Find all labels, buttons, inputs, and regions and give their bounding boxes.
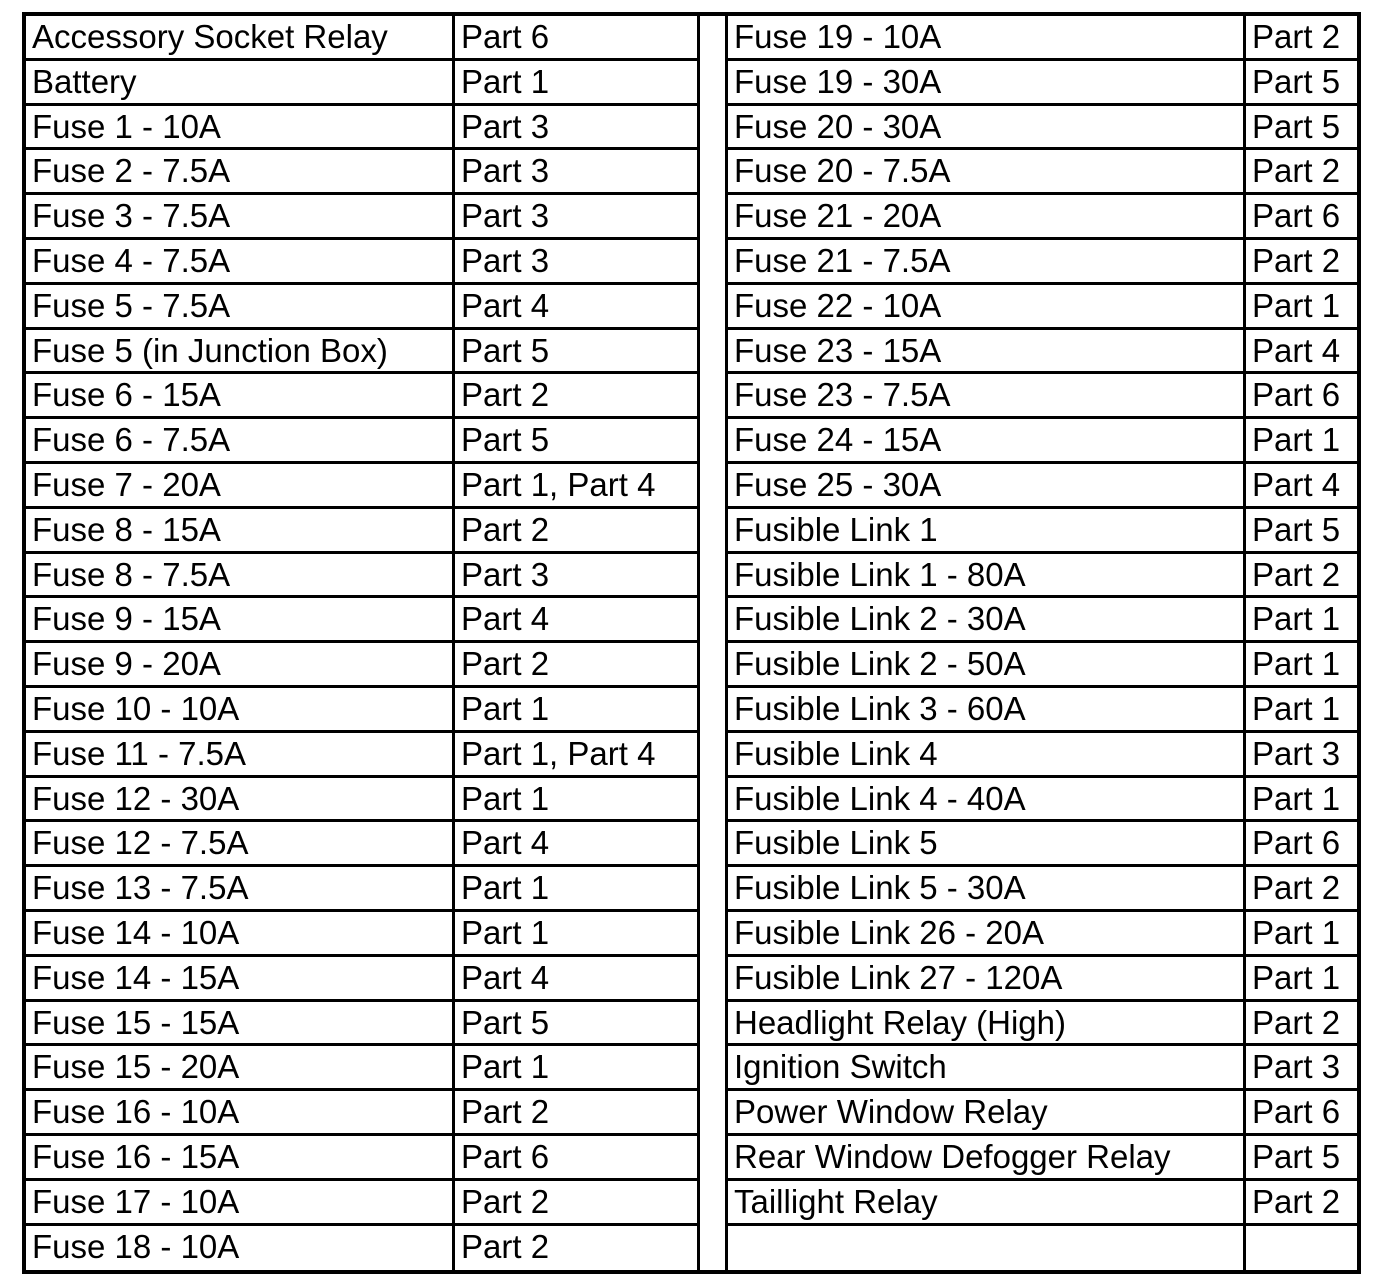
- part-reference-cell: Part 3: [461, 555, 550, 593]
- table-row: [26, 61, 697, 106]
- part-reference-cell: Part 5: [1252, 62, 1341, 100]
- part-reference-cell: Part 6: [1252, 1093, 1341, 1131]
- part-reference-cell: Part 5: [461, 331, 550, 369]
- table-row: [26, 1136, 697, 1181]
- component-name-cell: Fuse 15 - 15A: [26, 1002, 455, 1044]
- component-name-cell: Fuse 23 - 15A: [728, 330, 1246, 372]
- component-name-cell: Fusible Link 1 - 80A: [728, 554, 1246, 596]
- table-row: [26, 598, 697, 643]
- table-row: [26, 1002, 697, 1047]
- component-name-cell: Fuse 14 - 10A: [26, 912, 455, 954]
- table-row: [26, 464, 697, 509]
- part-reference-cell: [1246, 1226, 1357, 1270]
- part-reference-cell: Part 1, Part 4: [461, 734, 656, 772]
- table-row: [728, 778, 1357, 823]
- table-row: [728, 330, 1357, 375]
- table-row: [728, 598, 1357, 643]
- component-name-cell: Fuse 4 - 7.5A: [26, 240, 455, 282]
- table-row: [26, 16, 697, 61]
- component-name-cell: Fuse 6 - 7.5A: [26, 419, 455, 461]
- table-row: [728, 822, 1357, 867]
- component-name-cell: Fusible Link 4: [728, 733, 1246, 775]
- table-row: [728, 464, 1357, 509]
- component-name-cell: Fuse 21 - 7.5A: [728, 240, 1246, 282]
- table-row: [728, 509, 1357, 554]
- part-reference-cell: Part 2: [1252, 241, 1341, 279]
- part-reference-cell: Part 2: [461, 1093, 550, 1131]
- part-reference-cell: Part 1: [461, 869, 550, 907]
- left-column: [26, 16, 697, 1270]
- part-reference-cell: Part 1: [1252, 958, 1341, 996]
- table-row: [728, 16, 1357, 61]
- table-row: [728, 1002, 1357, 1047]
- component-name-cell: Fusible Link 1: [728, 509, 1246, 551]
- component-name-cell: Fuse 25 - 30A: [728, 464, 1246, 506]
- component-name-cell: Fuse 24 - 15A: [728, 419, 1246, 461]
- component-name-cell: Taillight Relay: [728, 1181, 1246, 1223]
- table-row: [26, 822, 697, 867]
- table-row: [728, 957, 1357, 1002]
- table-row: [26, 285, 697, 330]
- component-name-cell: Fuse 6 - 15A: [26, 374, 455, 416]
- table-row: [728, 688, 1357, 733]
- table-row: [728, 912, 1357, 957]
- table-row: [26, 330, 697, 375]
- table-row: [26, 419, 697, 464]
- component-name-cell: Fusible Link 4 - 40A: [728, 778, 1246, 820]
- component-name-cell: Fuse 18 - 10A: [26, 1226, 455, 1270]
- component-name-cell: Fuse 9 - 20A: [26, 643, 455, 685]
- part-reference-cell: Part 2: [461, 510, 550, 548]
- table-row: [728, 1181, 1357, 1226]
- table-row: [26, 374, 697, 419]
- component-name-cell: Fusible Link 5: [728, 822, 1246, 864]
- table-row: [728, 1226, 1357, 1270]
- table-row: [728, 419, 1357, 464]
- component-name-cell: Accessory Socket Relay: [26, 16, 455, 58]
- component-name-cell: Fusible Link 5 - 30A: [728, 867, 1246, 909]
- part-reference-cell: Part 4: [461, 824, 550, 862]
- table-row: [26, 912, 697, 957]
- component-name-cell: Fuse 20 - 30A: [728, 106, 1246, 148]
- part-reference-cell: Part 1: [461, 1048, 550, 1086]
- part-reference-cell: Part 2: [1252, 1003, 1341, 1041]
- part-reference-cell: Part 5: [461, 421, 550, 459]
- part-reference-cell: Part 1, Part 4: [461, 465, 656, 503]
- component-name-cell: Fuse 1 - 10A: [26, 106, 455, 148]
- part-reference-cell: Part 6: [461, 1137, 550, 1175]
- column-divider: [697, 16, 725, 1270]
- component-name-cell: Fuse 5 - 7.5A: [26, 285, 455, 327]
- part-reference-cell: Part 1: [1252, 286, 1341, 324]
- part-reference-cell: Part 3: [461, 197, 550, 235]
- component-name-cell: Fuse 21 - 20A: [728, 195, 1246, 237]
- part-reference-cell: Part 1: [461, 779, 550, 817]
- table-row: [728, 150, 1357, 195]
- table-row: [26, 195, 697, 240]
- component-name-cell: Fuse 14 - 15A: [26, 957, 455, 999]
- part-reference-cell: Part 1: [1252, 779, 1341, 817]
- table-row: [728, 285, 1357, 330]
- part-reference-cell: Part 3: [461, 152, 550, 190]
- component-name-cell: Rear Window Defogger Relay: [728, 1136, 1246, 1178]
- component-name-cell: Fuse 13 - 7.5A: [26, 867, 455, 909]
- part-reference-cell: Part 1: [1252, 421, 1341, 459]
- part-reference-cell: Part 4: [1252, 331, 1341, 369]
- part-reference-cell: Part 6: [1252, 824, 1341, 862]
- component-name-cell: Ignition Switch: [728, 1046, 1246, 1088]
- component-name-cell: Fuse 16 - 10A: [26, 1091, 455, 1133]
- table-row: [728, 1046, 1357, 1091]
- part-reference-cell: Part 1: [1252, 913, 1341, 951]
- part-reference-cell: Part 2: [461, 645, 550, 683]
- table-row: [728, 374, 1357, 419]
- component-name-cell: Fusible Link 3 - 60A: [728, 688, 1246, 730]
- table-row: [728, 867, 1357, 912]
- part-reference-cell: Part 6: [1252, 197, 1341, 235]
- table-row: [728, 554, 1357, 599]
- part-reference-cell: Part 1: [461, 689, 550, 727]
- part-reference-cell: Part 6: [1252, 376, 1341, 414]
- component-name-cell: Fuse 19 - 10A: [728, 16, 1246, 58]
- part-reference-cell: Part 2: [461, 376, 550, 414]
- table-row: [728, 195, 1357, 240]
- part-reference-cell: Part 3: [461, 107, 550, 145]
- part-reference-cell: Part 5: [1252, 1137, 1341, 1175]
- table-row: [26, 1226, 697, 1270]
- right-column: [725, 16, 1357, 1270]
- component-name-cell: Fuse 5 (in Junction Box): [26, 330, 455, 372]
- component-name-cell: Fusible Link 2 - 30A: [728, 598, 1246, 640]
- component-name-cell: Fuse 2 - 7.5A: [26, 150, 455, 192]
- table-row: [26, 1046, 697, 1091]
- table-row: [26, 1091, 697, 1136]
- table-row: [728, 1091, 1357, 1136]
- part-reference-cell: Part 3: [1252, 1048, 1341, 1086]
- component-name-cell: Fuse 7 - 20A: [26, 464, 455, 506]
- table-row: [26, 688, 697, 733]
- part-reference-cell: Part 2: [1252, 555, 1341, 593]
- part-reference-cell: Part 5: [1252, 107, 1341, 145]
- part-reference-cell: Part 1: [1252, 689, 1341, 727]
- table-row: [26, 509, 697, 554]
- part-reference-cell: Part 6: [461, 18, 550, 55]
- table-row: [728, 61, 1357, 106]
- part-reference-cell: Part 2: [461, 1182, 550, 1220]
- part-reference-cell: Part 4: [1252, 465, 1341, 503]
- part-reference-cell: Part 5: [1252, 510, 1341, 548]
- table-row: [26, 643, 697, 688]
- part-reference-cell: Part 4: [461, 600, 550, 638]
- component-name-cell: Fusible Link 27 - 120A: [728, 957, 1246, 999]
- component-name-cell: Fuse 10 - 10A: [26, 688, 455, 730]
- component-name-cell: Fuse 9 - 15A: [26, 598, 455, 640]
- component-name-cell: Fuse 17 - 10A: [26, 1181, 455, 1223]
- component-name-cell: Fusible Link 2 - 50A: [728, 643, 1246, 685]
- table-row: [728, 240, 1357, 285]
- component-name-cell: [728, 1226, 1246, 1270]
- table-row: [26, 240, 697, 285]
- part-reference-cell: Part 1: [461, 62, 550, 100]
- part-reference-cell: Part 1: [1252, 600, 1341, 638]
- part-reference-cell: Part 4: [461, 958, 550, 996]
- component-name-cell: Fuse 22 - 10A: [728, 285, 1246, 327]
- component-name-cell: Headlight Relay (High): [728, 1002, 1246, 1044]
- part-reference-cell: Part 1: [1252, 645, 1341, 683]
- table-row: [26, 150, 697, 195]
- table-row: [26, 1181, 697, 1226]
- part-reference-cell: Part 2: [1252, 1182, 1341, 1220]
- table-row: [728, 733, 1357, 778]
- component-name-cell: Fuse 12 - 7.5A: [26, 822, 455, 864]
- component-name-cell: Battery: [26, 61, 455, 103]
- table-row: [26, 733, 697, 778]
- component-name-cell: Fuse 12 - 30A: [26, 778, 455, 820]
- part-reference-cell: Part 3: [1252, 734, 1341, 772]
- table-row: [26, 867, 697, 912]
- component-index-table: [22, 12, 1361, 1274]
- table-row: [728, 1136, 1357, 1181]
- component-name-cell: Fusible Link 26 - 20A: [728, 912, 1246, 954]
- component-name-cell: Power Window Relay: [728, 1091, 1246, 1133]
- part-reference-cell: Part 4: [461, 286, 550, 324]
- table-row: [26, 106, 697, 151]
- component-name-cell: Fuse 11 - 7.5A: [26, 733, 455, 775]
- component-name-cell: Fuse 23 - 7.5A: [728, 374, 1246, 416]
- component-name-cell: Fuse 16 - 15A: [26, 1136, 455, 1178]
- table-row: [728, 106, 1357, 151]
- part-reference-cell: Part 1: [461, 913, 550, 951]
- part-reference-cell: Part 2: [1252, 152, 1341, 190]
- table-row: [26, 957, 697, 1002]
- part-reference-cell: Part 2: [461, 1227, 550, 1265]
- part-reference-cell: Part 2: [1252, 869, 1341, 907]
- component-name-cell: Fuse 15 - 20A: [26, 1046, 455, 1088]
- component-name-cell: Fuse 20 - 7.5A: [728, 150, 1246, 192]
- component-name-cell: Fuse 19 - 30A: [728, 61, 1246, 103]
- table-row: [26, 778, 697, 823]
- part-reference-cell: Part 3: [461, 241, 550, 279]
- component-name-cell: Fuse 8 - 15A: [26, 509, 455, 551]
- component-name-cell: Fuse 8 - 7.5A: [26, 554, 455, 596]
- part-reference-cell: Part 2: [1252, 18, 1341, 55]
- component-name-cell: Fuse 3 - 7.5A: [26, 195, 455, 237]
- table-row: [26, 554, 697, 599]
- part-reference-cell: Part 5: [461, 1003, 550, 1041]
- table-row: [728, 643, 1357, 688]
